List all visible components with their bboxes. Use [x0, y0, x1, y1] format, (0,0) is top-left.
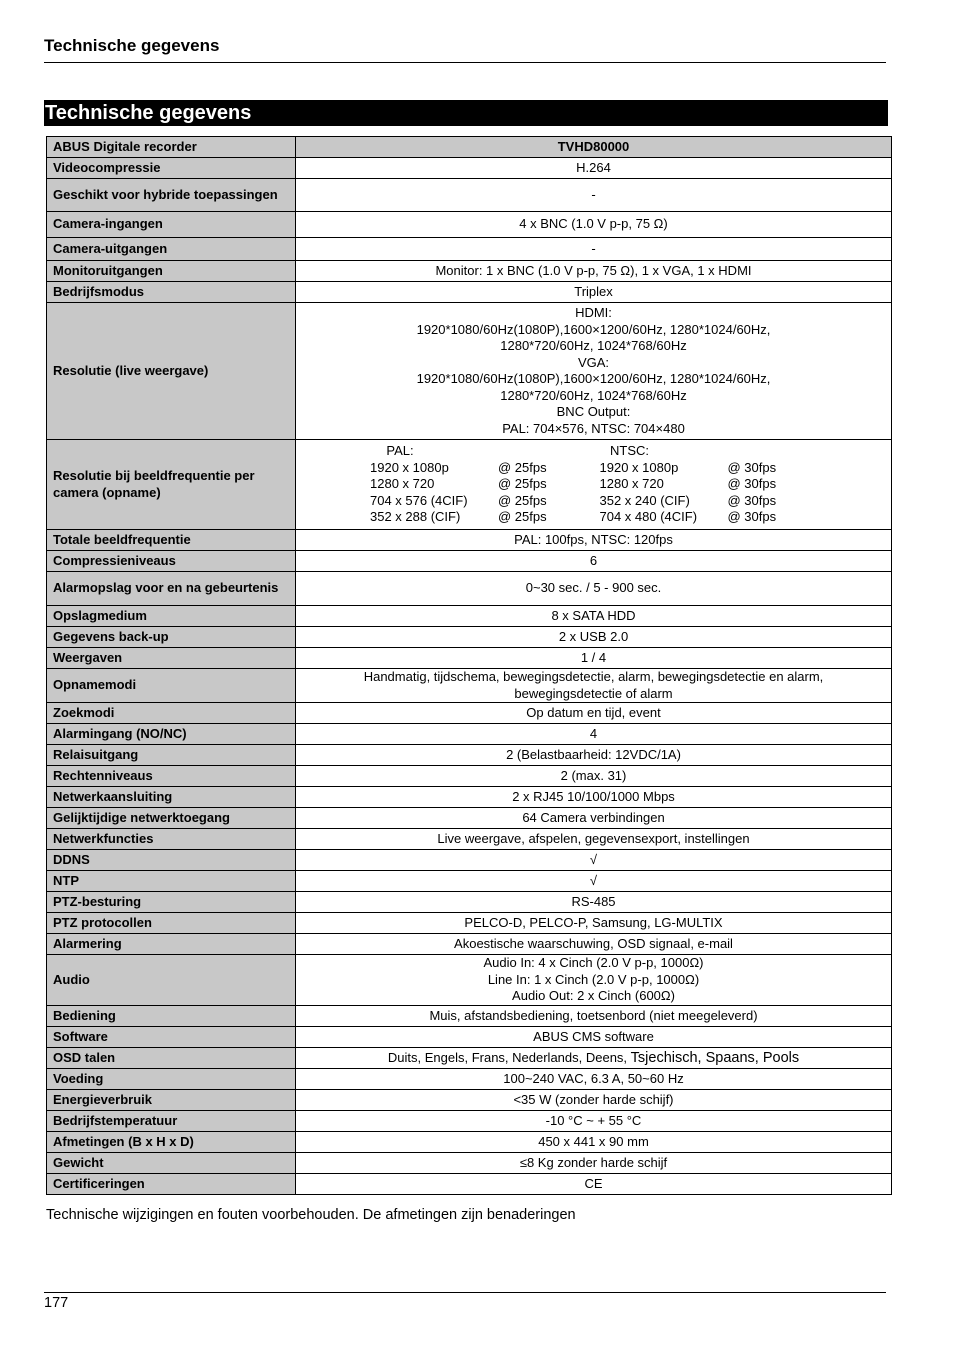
- spec-value-text-large: Tsjechisch, Spaans, Pools: [630, 1049, 800, 1066]
- spec-value-text: ABUS CMS software: [533, 1028, 654, 1044]
- table-row: [47, 1090, 892, 1111]
- table-row: [47, 892, 892, 913]
- spec-label: Weergaven: [47, 648, 296, 669]
- ntsc-resolution: 352 x 240 (CIF): [599, 492, 690, 508]
- spec-value: [296, 934, 892, 955]
- table-row: [47, 787, 892, 808]
- spec-value-text: CE: [584, 1175, 603, 1191]
- table-row: [47, 829, 892, 850]
- spec-value-line: BNC Output:: [556, 404, 631, 419]
- spec-value-text: -: [591, 240, 596, 256]
- spec-value: [296, 282, 892, 303]
- table-row: [47, 1174, 892, 1195]
- spec-value-text: 2 x RJ45 10/100/1000 Mbps: [512, 788, 675, 804]
- spec-value-text: -: [591, 186, 596, 202]
- framerate-grid: [302, 443, 885, 526]
- spec-value: [296, 551, 892, 572]
- table-row: [47, 238, 892, 261]
- spec-value-text: H.264: [576, 159, 611, 175]
- spec-label: Afmetingen (B x H x D): [47, 1132, 296, 1153]
- spec-label: NTP: [47, 871, 296, 892]
- ntsc-framerate: @ 30fps: [727, 492, 777, 508]
- spec-value: [296, 1111, 892, 1132]
- spec-value-text: 1 / 4: [580, 649, 607, 665]
- table-row: [47, 648, 892, 669]
- ntsc-resolution-row: [600, 460, 830, 477]
- spec-value: [296, 1132, 892, 1153]
- table-row: [47, 440, 892, 530]
- spec-value: [296, 179, 892, 212]
- spec-value-text: 2 x USB 2.0: [558, 628, 629, 644]
- spec-label: Resolutie bij beeldfrequentie per camera (opname): [47, 440, 296, 530]
- spec-value: [296, 871, 892, 892]
- pal-resolution: 1280 x 720: [370, 476, 435, 492]
- ntsc-column: [600, 443, 830, 526]
- ntsc-framerate: @ 30fps: [727, 509, 777, 525]
- spec-value-text: 0~30 sec. / 5 - 900 sec.: [525, 580, 662, 596]
- table-row: [47, 669, 892, 703]
- spec-value-text: Op datum en tijd, event: [526, 704, 661, 720]
- table-row: [47, 158, 892, 179]
- spec-value-line: 1280*720/60Hz, 1024*768/60Hz: [500, 338, 687, 353]
- spec-value: [296, 850, 892, 871]
- spec-label: Opnamemodi: [47, 669, 296, 703]
- spec-label: Opslagmedium: [47, 606, 296, 627]
- spec-value-text: 2 (max. 31): [560, 767, 627, 783]
- spec-value-line: bewegingsdetectie of alarm: [514, 685, 673, 701]
- spec-value: [296, 745, 892, 766]
- spec-value: [296, 703, 892, 724]
- spec-value: [296, 1048, 892, 1069]
- ntsc-resolution-row: [600, 476, 830, 493]
- table-row: [47, 530, 892, 551]
- spec-value-text: RS-485: [571, 893, 616, 909]
- spec-value: [296, 1090, 892, 1111]
- table-row: [47, 1027, 892, 1048]
- ntsc-title: NTSC:: [610, 443, 649, 459]
- spec-value-text: 450 x 441 x 90 mm: [538, 1133, 649, 1149]
- pal-resolution: 352 x 288 (CIF): [370, 509, 461, 525]
- spec-value-text: 4: [589, 725, 598, 741]
- spec-value-text: -10 °C ~ + 55 °C: [545, 1112, 642, 1128]
- spec-value-text: Duits, Engels, Frans, Nederlands, Deens,: [387, 1049, 631, 1065]
- spec-value: [296, 892, 892, 913]
- table-row: [47, 1111, 892, 1132]
- table-row: [47, 913, 892, 934]
- table-row: [47, 850, 892, 871]
- table-row: [47, 551, 892, 572]
- table-row: [47, 572, 892, 606]
- pal-framerate: @ 25fps: [498, 459, 547, 475]
- spec-value: [296, 572, 892, 606]
- table-row: [47, 1048, 892, 1069]
- spec-value-text: Triplex: [574, 283, 613, 299]
- spec-value-text: 100~240 VAC, 6.3 A, 50~60 Hz: [503, 1070, 684, 1086]
- spec-label: Videocompressie: [47, 158, 296, 179]
- spec-value: [296, 955, 892, 1006]
- spec-value: [296, 261, 892, 282]
- spec-value-text: PELCO-D, PELCO-P, Samsung, LG-MULTIX: [464, 914, 723, 930]
- spec-label: Gegevens back-up: [47, 627, 296, 648]
- table-row: [47, 808, 892, 829]
- spec-label: Voeding: [47, 1069, 296, 1090]
- spec-label: PTZ protocollen: [47, 913, 296, 934]
- spec-label: Alarmering: [47, 934, 296, 955]
- spec-value-text: 6: [589, 552, 598, 568]
- ntsc-framerate: @ 30fps: [727, 459, 777, 475]
- table-row: [47, 282, 892, 303]
- spec-value-line: Line In: 1 x Cinch (2.0 V p-p, 1000Ω): [487, 971, 700, 987]
- page-number: 177: [44, 1295, 69, 1311]
- pal-resolution: 1920 x 1080p: [370, 459, 449, 475]
- spec-value-line: 1280*720/60Hz, 1024*768/60Hz: [500, 387, 687, 403]
- spec-value: [296, 1027, 892, 1048]
- table-row: [47, 1006, 892, 1027]
- spec-value: [296, 212, 892, 238]
- spec-label: Zoekmodi: [47, 703, 296, 724]
- ntsc-resolution-row: [600, 509, 830, 526]
- spec-value-line: 1920*1080/60Hz(1080P),1600×1200/60Hz, 1280*1024/60Hz,: [416, 371, 771, 386]
- spec-value: [296, 1153, 892, 1174]
- spec-value: [296, 1069, 892, 1090]
- pal-resolution-row: [370, 460, 600, 477]
- table-row: [47, 212, 892, 238]
- spec-value-text: √: [589, 851, 598, 867]
- table-header-row: [47, 137, 892, 158]
- spec-label: Energieverbruik: [47, 1090, 296, 1111]
- spec-label: Relaisuitgang: [47, 745, 296, 766]
- spec-value-text: Live weergave, afspelen, gegevensexport, instellingen: [437, 830, 750, 846]
- header-divider: [44, 62, 886, 63]
- spec-value: [296, 913, 892, 934]
- disclaimer-note: Technische wijzigingen en fouten voorbehouden. De afmetingen zijn benaderingen: [46, 1207, 576, 1223]
- table-row: [47, 1069, 892, 1090]
- table-row: [47, 303, 892, 440]
- spec-value-text: 64 Camera verbindingen: [522, 809, 665, 825]
- pal-resolution-row: [370, 476, 600, 493]
- spec-value-text: PAL: 100fps, NTSC: 120fps: [514, 531, 673, 547]
- table-row: [47, 766, 892, 787]
- pal-framerate: @ 25fps: [498, 492, 547, 508]
- spec-value: [296, 606, 892, 627]
- pal-resolution: 704 x 576 (4CIF): [370, 492, 468, 508]
- spec-label: PTZ-besturing: [47, 892, 296, 913]
- ntsc-resolution: 1920 x 1080p: [599, 459, 679, 475]
- spec-label: Compressieniveaus: [47, 551, 296, 572]
- spec-value: [296, 238, 892, 261]
- spec-value-line: Audio In: 4 x Cinch (2.0 V p-p, 1000Ω): [483, 955, 704, 971]
- spec-value: [296, 766, 892, 787]
- table-row: [47, 724, 892, 745]
- spec-value: [296, 724, 892, 745]
- spec-label: OSD talen: [47, 1048, 296, 1069]
- table-row: [47, 703, 892, 724]
- spec-value-text: <35 W (zonder harde schijf): [513, 1091, 674, 1107]
- table-row: [47, 1132, 892, 1153]
- spec-value-text: √: [589, 872, 598, 888]
- pal-framerate: @ 25fps: [498, 476, 547, 492]
- table-row: [47, 745, 892, 766]
- spec-label: DDNS: [47, 850, 296, 871]
- spec-value: [296, 648, 892, 669]
- spec-value-text: Muis, afstandsbediening, toetsenbord (niet meegeleverd): [429, 1007, 758, 1023]
- footer-divider: [44, 1292, 886, 1293]
- pal-resolution-row: [370, 493, 600, 510]
- pal-resolution-row: [370, 509, 600, 526]
- ntsc-resolution: 1280 x 720: [599, 476, 664, 492]
- spec-label: Geschikt voor hybride toepassingen: [47, 179, 296, 212]
- spec-value-text: Akoestische waarschuwing, OSD signaal, e-mail: [454, 935, 733, 951]
- spec-label: Gewicht: [47, 1153, 296, 1174]
- table-row: [47, 261, 892, 282]
- spec-table: [46, 136, 892, 1195]
- spec-value-line: HDMI:: [575, 305, 612, 320]
- table-header-model: TVHD80000: [296, 137, 892, 158]
- spec-value-text: 2 (Belastbaarheid: 12VDC/1A): [506, 746, 681, 762]
- spec-value: [296, 158, 892, 179]
- ntsc-resolution: 704 x 480 (4CIF): [599, 509, 698, 525]
- spec-label: Rechtenniveaus: [47, 766, 296, 787]
- table-row: [47, 871, 892, 892]
- spec-label: Gelijktijdige netwerktoegang: [47, 808, 296, 829]
- spec-value: [296, 669, 892, 703]
- table-row: [47, 1153, 892, 1174]
- spec-label: Camera-uitgangen: [47, 238, 296, 261]
- spec-value: [296, 829, 892, 850]
- spec-label: Netwerkaansluiting: [47, 787, 296, 808]
- spec-value-text: ≤8 Kg zonder harde schijf: [519, 1154, 668, 1170]
- spec-label: Totale beeldfrequentie: [47, 530, 296, 551]
- spec-value: [296, 787, 892, 808]
- spec-value: [296, 1174, 892, 1195]
- ntsc-resolution-row: [600, 493, 830, 510]
- ntsc-framerate: @ 30fps: [727, 476, 777, 492]
- spec-label: Resolutie (live weergave): [47, 303, 296, 440]
- spec-label: Alarmopslag voor en na gebeurtenis: [47, 572, 296, 606]
- pal-title: PAL:: [386, 443, 414, 459]
- table-row: [47, 606, 892, 627]
- spec-value-text: 8 x SATA HDD: [551, 607, 636, 623]
- spec-label: Alarmingang (NO/NC): [47, 724, 296, 745]
- spec-label: Audio: [47, 955, 296, 1006]
- spec-value: [296, 440, 892, 530]
- pal-framerate: @ 25fps: [498, 509, 547, 525]
- spec-value: [296, 1006, 892, 1027]
- section-title: Technische gegevens: [44, 100, 888, 126]
- table-row: [47, 179, 892, 212]
- table-row: [47, 627, 892, 648]
- spec-label: Software: [47, 1027, 296, 1048]
- spec-value-line: Audio Out: 2 x Cinch (600Ω): [512, 988, 675, 1004]
- spec-label: Bediening: [47, 1006, 296, 1027]
- spec-label: Monitoruitgangen: [47, 261, 296, 282]
- spec-value: [296, 530, 892, 551]
- spec-value-text: Monitor: 1 x BNC (1.0 V p-p, 75 Ω), 1 x VGA, 1 x HDMI: [435, 262, 752, 278]
- spec-value-line: PAL: 704×576, NTSC: 704×480: [502, 420, 685, 436]
- spec-label: Camera-ingangen: [47, 212, 296, 238]
- table-row: [47, 934, 892, 955]
- spec-value: [296, 303, 892, 440]
- spec-table-body: [47, 137, 892, 1195]
- spec-value-line: Handmatig, tijdschema, bewegingsdetectie, alarm, bewegingsdetectie en alarm,: [363, 669, 824, 684]
- spec-value: [296, 627, 892, 648]
- spec-value-line: 1920*1080/60Hz(1080P),1600×1200/60Hz, 1280*1024/60Hz,: [416, 321, 771, 337]
- spec-value-line: VGA:: [577, 354, 610, 370]
- table-row: [47, 955, 892, 1006]
- spec-value-text: 4 x BNC (1.0 V p-p, 75 Ω): [519, 216, 668, 232]
- table-header-label: ABUS Digitale recorder: [47, 137, 296, 158]
- spec-label: Bedrijfstemperatuur: [47, 1111, 296, 1132]
- spec-label: Certificeringen: [47, 1174, 296, 1195]
- spec-value: [296, 808, 892, 829]
- running-header-title: Technische gegevens: [44, 36, 220, 55]
- spec-label: Netwerkfuncties: [47, 829, 296, 850]
- spec-label: Bedrijfsmodus: [47, 282, 296, 303]
